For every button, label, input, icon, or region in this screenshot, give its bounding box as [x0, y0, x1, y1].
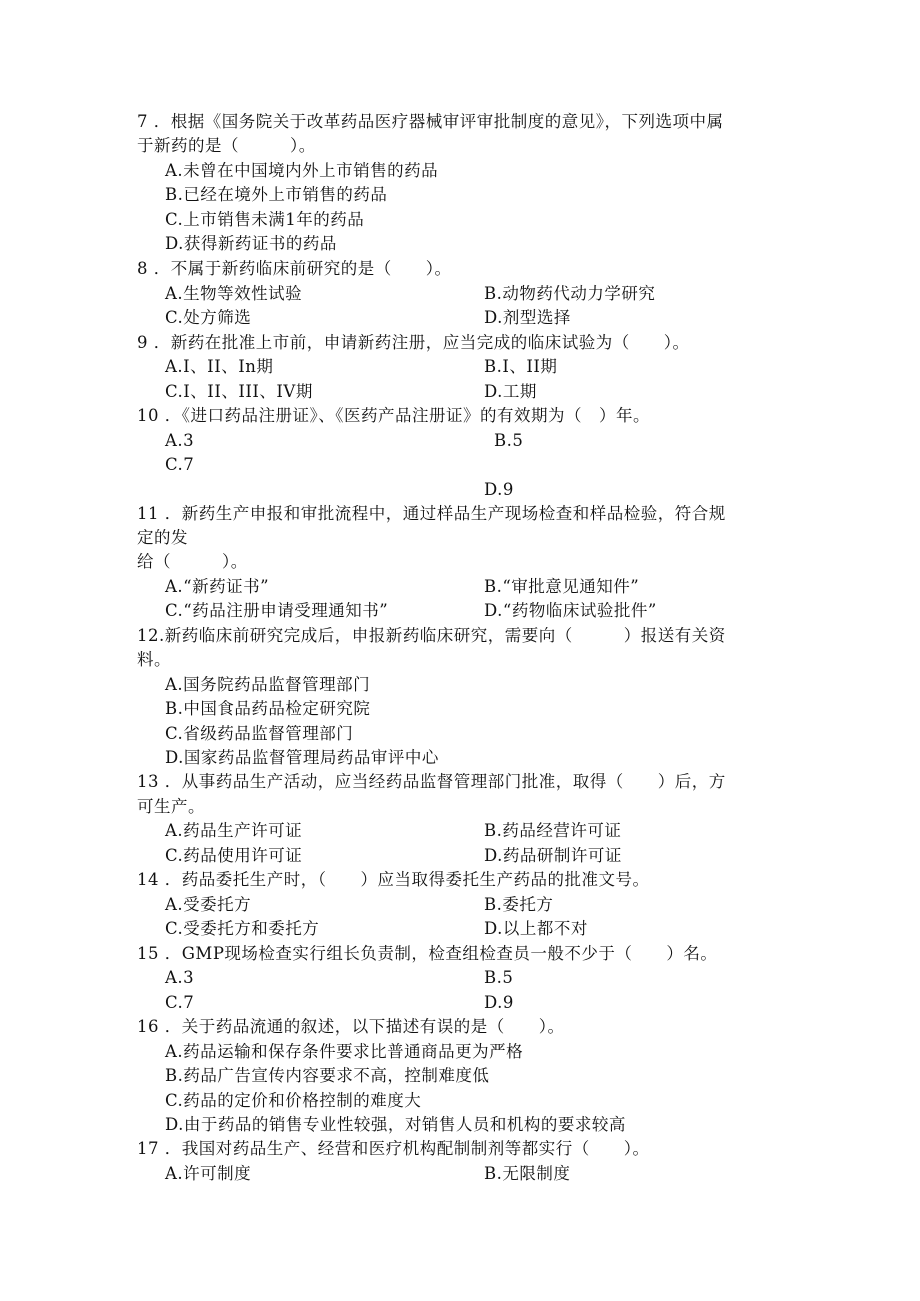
question-14-stem: 14 ．药品委托生产时，（ ）应当取得委托生产药品的批准文号。 [137, 870, 650, 889]
question-10-option-a: A.3 [165, 431, 195, 450]
question-7-option-a: A.未曾在中国境内外上市销售的药品 [165, 161, 439, 180]
question-12-option-a: A.国务院药品监督管理部门 [165, 675, 371, 694]
question-13-stem-line-1: 13 ．从事药品生产活动，应当经药品监督管理部门批准，取得（ ）后，方 [137, 772, 726, 791]
question-7-stem-line-1: 7 ．根据《国务院关于改革药品医疗器械审评审批制度的意见》，下列选项中属 [137, 112, 724, 131]
question-9-option-c: C.I、II、III、IV期 [165, 382, 313, 401]
question-8-option-c: C.处方筛选 [165, 308, 252, 327]
question-16-option-a: A.药品运输和保存条件要求比普通商品更为严格 [165, 1042, 524, 1061]
question-14-option-c: C.受委托方和委托方 [165, 919, 320, 938]
question-11-option-a: A.“新药证书” [165, 577, 270, 596]
question-9-option-d: D.工期 [484, 382, 537, 401]
question-11-stem-line-2: 定的发 [137, 528, 188, 547]
question-10-option-c: C.7 [165, 455, 195, 474]
question-11-stem-line-1: 11 ．新药生产申报和审批流程中，通过样品生产现场检查和样品检验，符合规 [137, 504, 726, 523]
question-12-option-c: C.省级药品监督管理部门 [165, 724, 354, 743]
question-10-option-b: B.5 [494, 431, 524, 450]
question-7-stem-line-2: 于新药的是（ ）。 [137, 136, 316, 155]
question-13-stem-line-2: 可生产。 [137, 797, 205, 816]
question-17-option-a: A.许可制度 [165, 1164, 252, 1183]
question-11-option-d: D.“药物临床试验批件” [484, 601, 657, 620]
question-10-option-d: D.9 [484, 480, 514, 499]
question-8-option-a: A.生物等效性试验 [165, 284, 303, 303]
question-15-option-b: B.5 [484, 968, 514, 987]
question-15-option-c: C.7 [165, 993, 195, 1012]
question-12-option-b: B.中国食品药品检定研究院 [165, 699, 371, 718]
question-9-option-a: A.I、II、In期 [165, 357, 274, 376]
question-8-option-b: B.动物药代动力学研究 [484, 284, 656, 303]
question-12-stem-line-2: 料。 [137, 650, 171, 669]
question-14-option-d: D.以上都不对 [484, 919, 588, 938]
question-7-option-b: B.已经在境外上市销售的药品 [165, 185, 388, 204]
question-17-stem: 17 ．我国对药品生产、经营和医疗机构配制制剂等都实行（ ）。 [137, 1139, 650, 1158]
question-11-stem-line-3: 给（ ）。 [137, 552, 248, 571]
question-13-option-b: B.药品经营许可证 [484, 821, 622, 840]
question-11-option-c: C.“药品注册申请受理通知书” [165, 601, 389, 620]
question-11-option-b: B.“审批意见通知件” [484, 577, 640, 596]
question-14-option-b: B.委托方 [484, 895, 554, 914]
question-12-stem-line-1: 12.新药临床前研究完成后，申报新药临床研究，需要向（ ）报送有关资 [137, 626, 726, 645]
question-15-option-d: D.9 [484, 993, 514, 1012]
question-14-option-a: A.受委托方 [165, 895, 252, 914]
question-8-stem: 8 ．不属于新药临床前研究的是（ ）。 [137, 259, 452, 278]
question-13-option-a: A.药品生产许可证 [165, 821, 303, 840]
question-16-option-b: B.药品广告宣传内容要求不高，控制难度低 [165, 1066, 490, 1085]
question-7-option-c: C.上市销售未满1年的药品 [165, 210, 365, 229]
question-15-option-a: A.3 [165, 968, 195, 987]
question-9-option-b: B.I、II期 [484, 357, 558, 376]
question-10-stem: 10 ．《进口药品注册证》、《医药产品注册证》的有效期为（ ）年。 [137, 406, 650, 425]
question-13-option-c: C.药品使用许可证 [165, 846, 303, 865]
question-7-option-d: D.获得新药证书的药品 [165, 234, 337, 253]
question-16-option-d: D.由于药品的销售专业性较强，对销售人员和机构的要求较高 [165, 1115, 626, 1134]
question-16-stem: 16 ．关于药品流通的叙述，以下描述有误的是（ ）。 [137, 1017, 565, 1036]
question-17-option-b: B.无限制度 [484, 1164, 571, 1183]
question-16-option-c: C.药品的定价和价格控制的难度大 [165, 1091, 422, 1110]
question-13-option-d: D.药品研制许可证 [484, 846, 622, 865]
question-15-stem: 15 ．GMP现场检查实行组长负责制，检查组检查员一般不少于（ ）名。 [137, 944, 718, 963]
question-12-option-d: D.国家药品监督管理局药品审评中心 [165, 748, 439, 767]
question-9-stem: 9 ．新药在批准上市前，申请新药注册，应当完成的临床试验为（ ）。 [137, 333, 690, 352]
question-8-option-d: D.剂型选择 [484, 308, 571, 327]
